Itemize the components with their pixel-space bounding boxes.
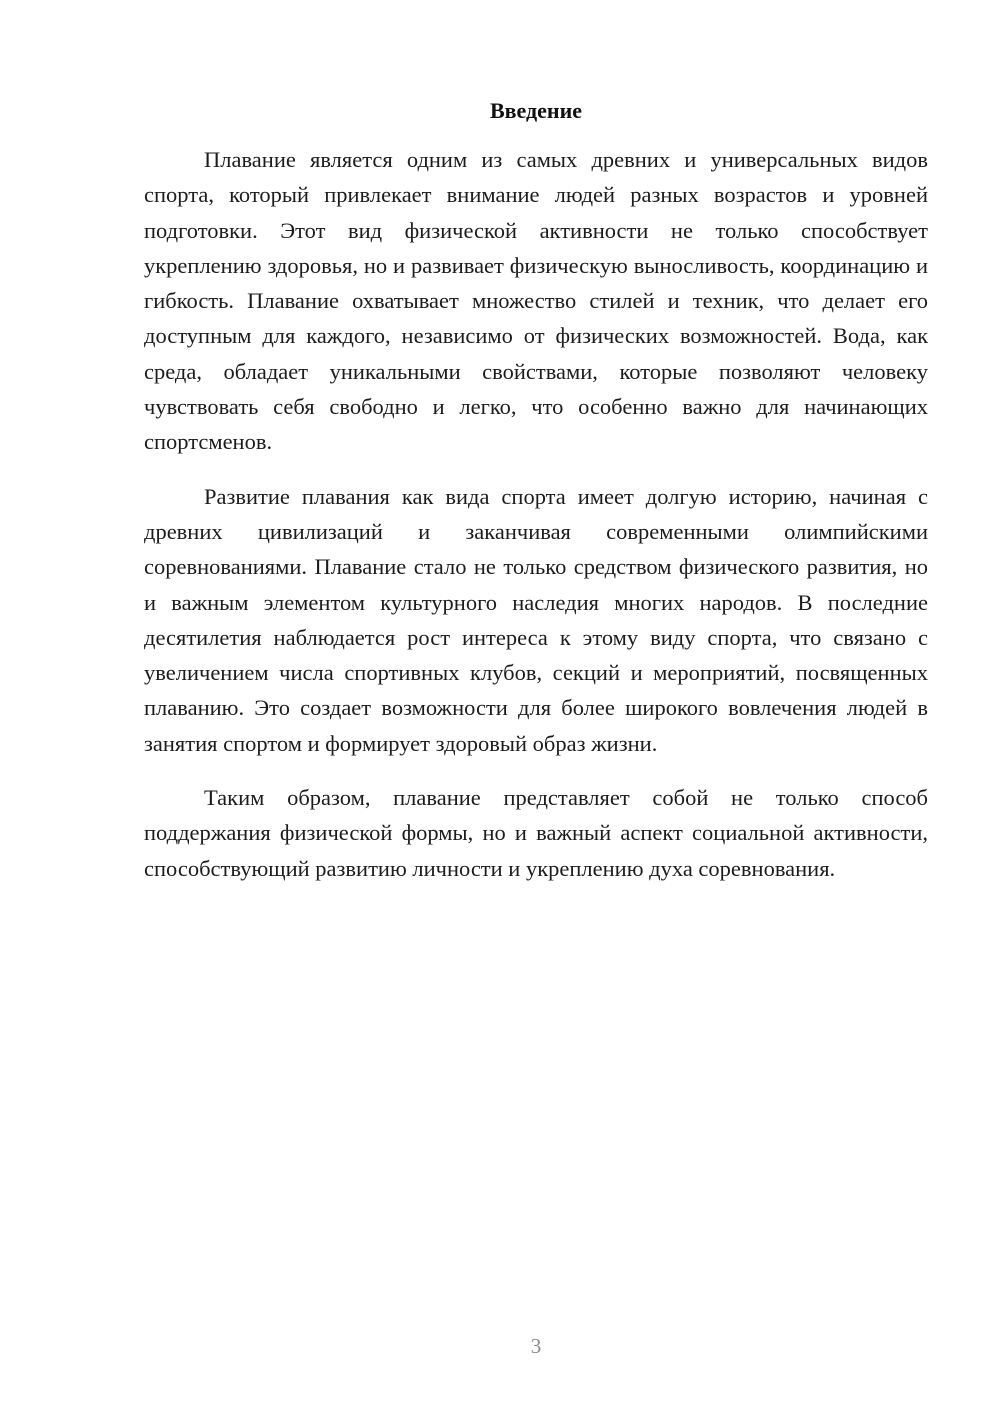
page-title: Введение [489,98,583,123]
paragraph-3: Таким образом, плавание представляет собой не только способ поддержания физической формы, но и важный аспект социальной активности, способствующий развитию личности и укреплению духа соревнования. [144,785,928,881]
document-body [144,142,928,905]
page-number: 3 [530,1334,542,1358]
paragraph-2: Развитие плавания как вида спорта имеет долгую историю, начиная с древних цивилизаций и заканчивая современными олимпийскими соревнованиями. Плавание стало не только средством физического развития, но и важным элементом культурного наследия многих народов. В последние десятилетия наблюдается рост интереса к этому виду спорта, что связано с увеличением числа спортивных клубов, секций и мероприятий, посвященных плаванию. Это создает возможности для более широкого вовлечения людей в занятия спортом и формирует здоровый образ жизни. [144,483,928,756]
paragraph-1: Плавание является одним из самых древних и универсальных видов спорта, который привлекает внимание людей разных возрастов и уровней подготовки. Этот вид физической активности не только способствует укреплению здоровья, но и развивает физическую выносливость, координацию и гибкость. Плавание охватывает множество стилей и техник, что делает его доступным для каждого, независимо от физических возможностей. Вода, как среда, обладает уникальными свойствами, которые позволяют человеку чувствовать себя свободно и легко, что особенно важно для начинающих спортсменов. [144,147,928,455]
